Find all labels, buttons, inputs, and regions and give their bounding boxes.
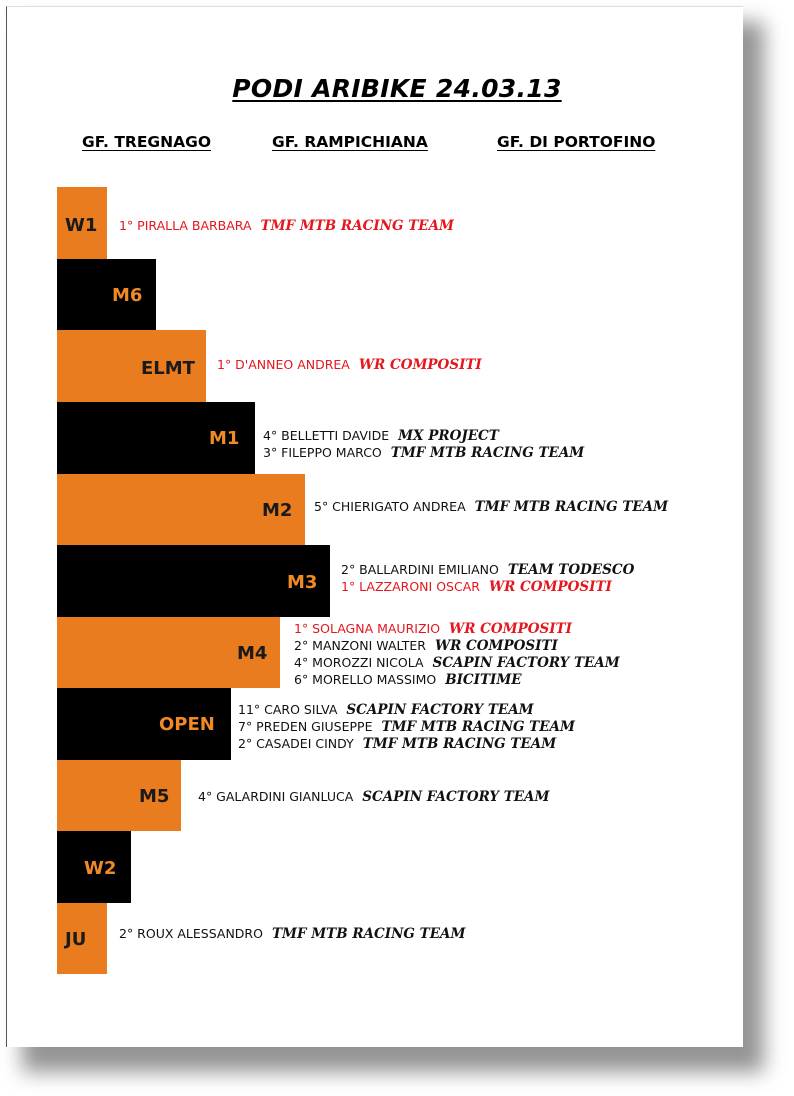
team-name: TMF MTB RACING TEAM xyxy=(260,218,454,234)
result-entry xyxy=(294,654,620,671)
team-name: BICITIME xyxy=(445,672,522,688)
result-entry xyxy=(119,925,465,942)
result-entry xyxy=(263,427,499,444)
team-name: WR COMPOSITI xyxy=(488,579,612,595)
document-title: PODI ARIBIKE 24.03.13 xyxy=(232,74,562,103)
team-name: WR COMPOSITI xyxy=(449,621,572,637)
category-bar-ju xyxy=(57,903,107,974)
subtitle-race-2: GF. RAMPICHIANA xyxy=(272,133,428,151)
category-bar-w1 xyxy=(57,187,107,259)
subtitle-race-1: GF. TREGNAGO xyxy=(82,133,212,151)
result-entry xyxy=(263,444,584,461)
result-entry xyxy=(314,498,668,515)
rider-name: 1° PIRALLA BARBARA xyxy=(119,218,252,233)
result-entry xyxy=(294,637,558,654)
team-name: SCAPIN FACTORY TEAM xyxy=(432,655,620,671)
team-name: TMF MTB RACING TEAM xyxy=(362,736,557,752)
category-label: W1 xyxy=(65,215,98,236)
rider-name: 4° GALARDINI GIANLUCA xyxy=(198,789,354,804)
rider-name: 6° MORELLO MASSIMO xyxy=(294,672,437,687)
result-entry xyxy=(294,620,572,637)
team-name: SCAPIN FACTORY TEAM xyxy=(362,789,550,805)
result-entry xyxy=(217,356,482,373)
category-bar-open xyxy=(57,688,231,760)
category-bar-m6 xyxy=(57,259,156,330)
result-entry xyxy=(341,578,612,595)
rider-name: 4° BELLETTI DAVIDE xyxy=(263,428,390,443)
category-label: ELMT xyxy=(141,358,195,379)
rider-name: 2° BALLARDINI EMILIANO xyxy=(341,562,499,577)
category-label: M1 xyxy=(209,428,240,449)
rider-name: 1° SOLAGNA MAURIZIO xyxy=(294,621,441,636)
rider-name: 2° ROUX ALESSANDRO xyxy=(119,926,263,941)
category-bar-m5 xyxy=(57,760,181,831)
category-label: OPEN xyxy=(159,714,215,735)
result-entry xyxy=(341,561,634,578)
category-label: M4 xyxy=(237,643,268,664)
rider-name: 4° MOROZZI NICOLA xyxy=(294,655,424,670)
team-name: WR COMPOSITI xyxy=(358,357,482,373)
category-bar-m4 xyxy=(57,617,280,688)
team-name: TMF MTB RACING TEAM xyxy=(390,445,585,461)
result-entry xyxy=(294,671,522,688)
category-label: M3 xyxy=(287,572,318,593)
rider-name: 2° CASADEI CINDY xyxy=(238,736,354,751)
team-name: MX PROJECT xyxy=(398,428,499,444)
team-name: TMF MTB RACING TEAM xyxy=(474,499,669,515)
rider-name: 1° D'ANNEO ANDREA xyxy=(217,357,350,372)
team-name: SCAPIN FACTORY TEAM xyxy=(346,702,534,718)
result-entry xyxy=(119,217,454,234)
rider-name: 1° LAZZARONI OSCAR xyxy=(341,579,480,594)
result-entry xyxy=(198,788,549,805)
subtitle-race-3: GF. DI PORTOFINO xyxy=(497,133,656,151)
category-bar-elmt xyxy=(57,330,206,402)
team-name: TMF MTB RACING TEAM xyxy=(271,926,466,942)
rider-name: 7° PREDEN GIUSEPPE xyxy=(238,719,373,734)
category-label: JU xyxy=(65,929,87,950)
team-name: TMF MTB RACING TEAM xyxy=(381,719,575,735)
rider-name: 2° MANZONI WALTER xyxy=(294,638,426,653)
category-label: W2 xyxy=(84,858,117,879)
category-label: M5 xyxy=(139,786,170,807)
category-bar-m2 xyxy=(57,474,305,545)
category-bar-m1 xyxy=(57,402,255,474)
result-entry xyxy=(238,701,534,718)
result-entry xyxy=(238,735,556,752)
rider-name: 3° FILEPPO MARCO xyxy=(263,445,382,460)
rider-name: 11° CARO SILVA xyxy=(238,702,338,717)
team-name: WR COMPOSITI xyxy=(434,638,558,654)
category-label: M6 xyxy=(112,285,143,306)
category-label: M2 xyxy=(262,500,293,521)
category-bar-m3 xyxy=(57,545,330,617)
team-name: TEAM TODESCO xyxy=(507,562,635,578)
rider-name: 5° CHIERIGATO ANDREA xyxy=(314,499,466,514)
category-bar-w2 xyxy=(57,831,131,903)
result-entry xyxy=(238,718,575,735)
